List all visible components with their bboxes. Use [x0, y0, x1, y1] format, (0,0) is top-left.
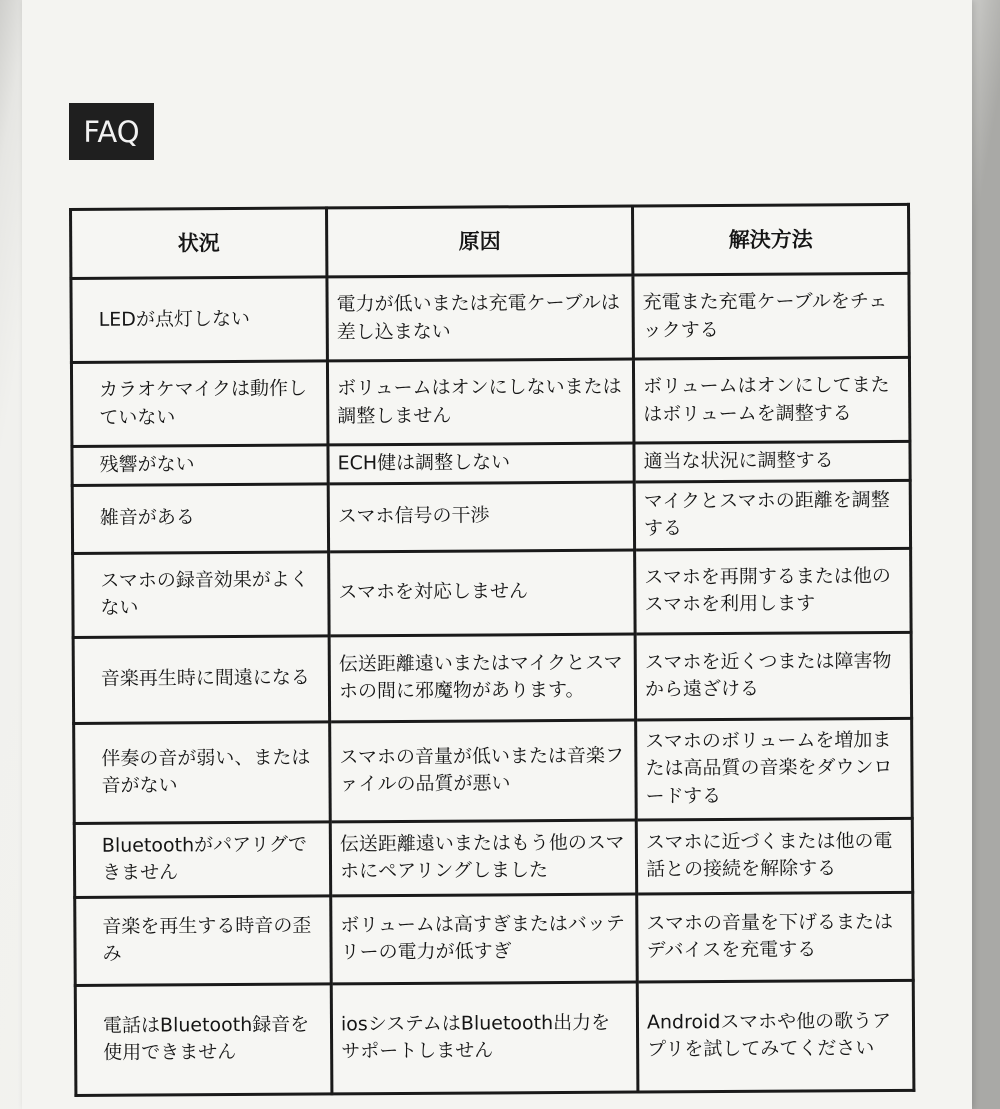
solution-cell: マイクとスマホの距離を調整する — [634, 480, 910, 550]
situation-cell: LEDが点灯しない — [71, 277, 328, 363]
table-row — [72, 441, 910, 485]
solution-cell: 適当な状況に調整する — [634, 441, 910, 481]
column-header-cause: 原因 — [327, 206, 633, 277]
cause-cell: iosシステムはBluetooth出力をサポートしません — [331, 982, 638, 1094]
solution-cell: ボリュームはオンにしてまたはボリュームを調整する — [633, 357, 910, 443]
solution-cell: スマホのボリュームを増加または高品質の音楽をダウンロードする — [636, 718, 913, 820]
situation-cell: 残響がない — [72, 445, 328, 485]
solution-cell: スマホの音量を下げるまたはデバイスを充電する — [637, 892, 914, 982]
solution-cell: スマホを再開するまたは他のスマホを利用します — [635, 548, 912, 634]
situation-cell: 伴奏の音が弱い、または音がない — [74, 721, 331, 823]
cause-cell: ボリュームはオンにしないまたは調整しません — [327, 359, 634, 445]
table-row — [74, 718, 913, 823]
table-row — [73, 548, 911, 637]
cause-cell: 電力が低いまたは充電ケーブルは差し込まない — [327, 275, 634, 361]
cause-cell: スマホを対応しません — [329, 550, 636, 636]
solution-cell: Androidスマホや他の歌うアプリを試してみてください — [637, 980, 914, 1092]
table-row — [71, 357, 909, 446]
table-row — [74, 818, 912, 897]
situation-cell: 電話はBluetooth録音を使用できません — [75, 983, 332, 1095]
situation-cell: 雑音がある — [72, 483, 328, 553]
cause-cell: 伝送距離遠いまたはマイクとスマホの間に邪魔物があります。 — [329, 634, 636, 722]
table-row — [75, 980, 914, 1095]
table-header-row — [71, 204, 909, 278]
situation-cell: 音楽再生時に間遠になる — [73, 635, 330, 723]
faq-heading: FAQ — [69, 103, 154, 160]
column-header-solution: 解決方法 — [632, 204, 908, 275]
solution-cell: スマホに近づくまたは他の電話との接続を解除する — [636, 818, 912, 894]
situation-cell: Bluetoothがパアリグできません — [74, 821, 330, 897]
column-header-situation: 状況 — [71, 208, 327, 279]
situation-cell: スマホの録音効果がよくない — [73, 551, 330, 637]
situation-cell: カラオケマイクは動作していない — [71, 361, 328, 447]
faq-table — [69, 203, 915, 1097]
cause-cell: スマホ信号の干渉 — [328, 482, 634, 552]
cause-cell: スマホの音量が低いまたは音楽ファイルの品質が悪い — [330, 720, 637, 822]
solution-cell: スマホを近くつまたは障害物から遠ざける — [635, 632, 912, 720]
table-row — [71, 273, 909, 362]
cause-cell: ECH健は調整しない — [328, 443, 634, 483]
table-row — [73, 632, 912, 723]
solution-cell: 充電また充電ケーブルをチェックする — [633, 273, 910, 359]
cause-cell: 伝送距離遠いまたはもう他のスマホにペアリングしました — [330, 820, 636, 896]
table-row — [75, 892, 914, 985]
table-row — [72, 480, 910, 553]
situation-cell: 音楽を再生する時音の歪み — [75, 895, 332, 985]
cause-cell: ボリュームは高すぎまたはバッテリーの電力が低すぎ — [331, 894, 638, 984]
